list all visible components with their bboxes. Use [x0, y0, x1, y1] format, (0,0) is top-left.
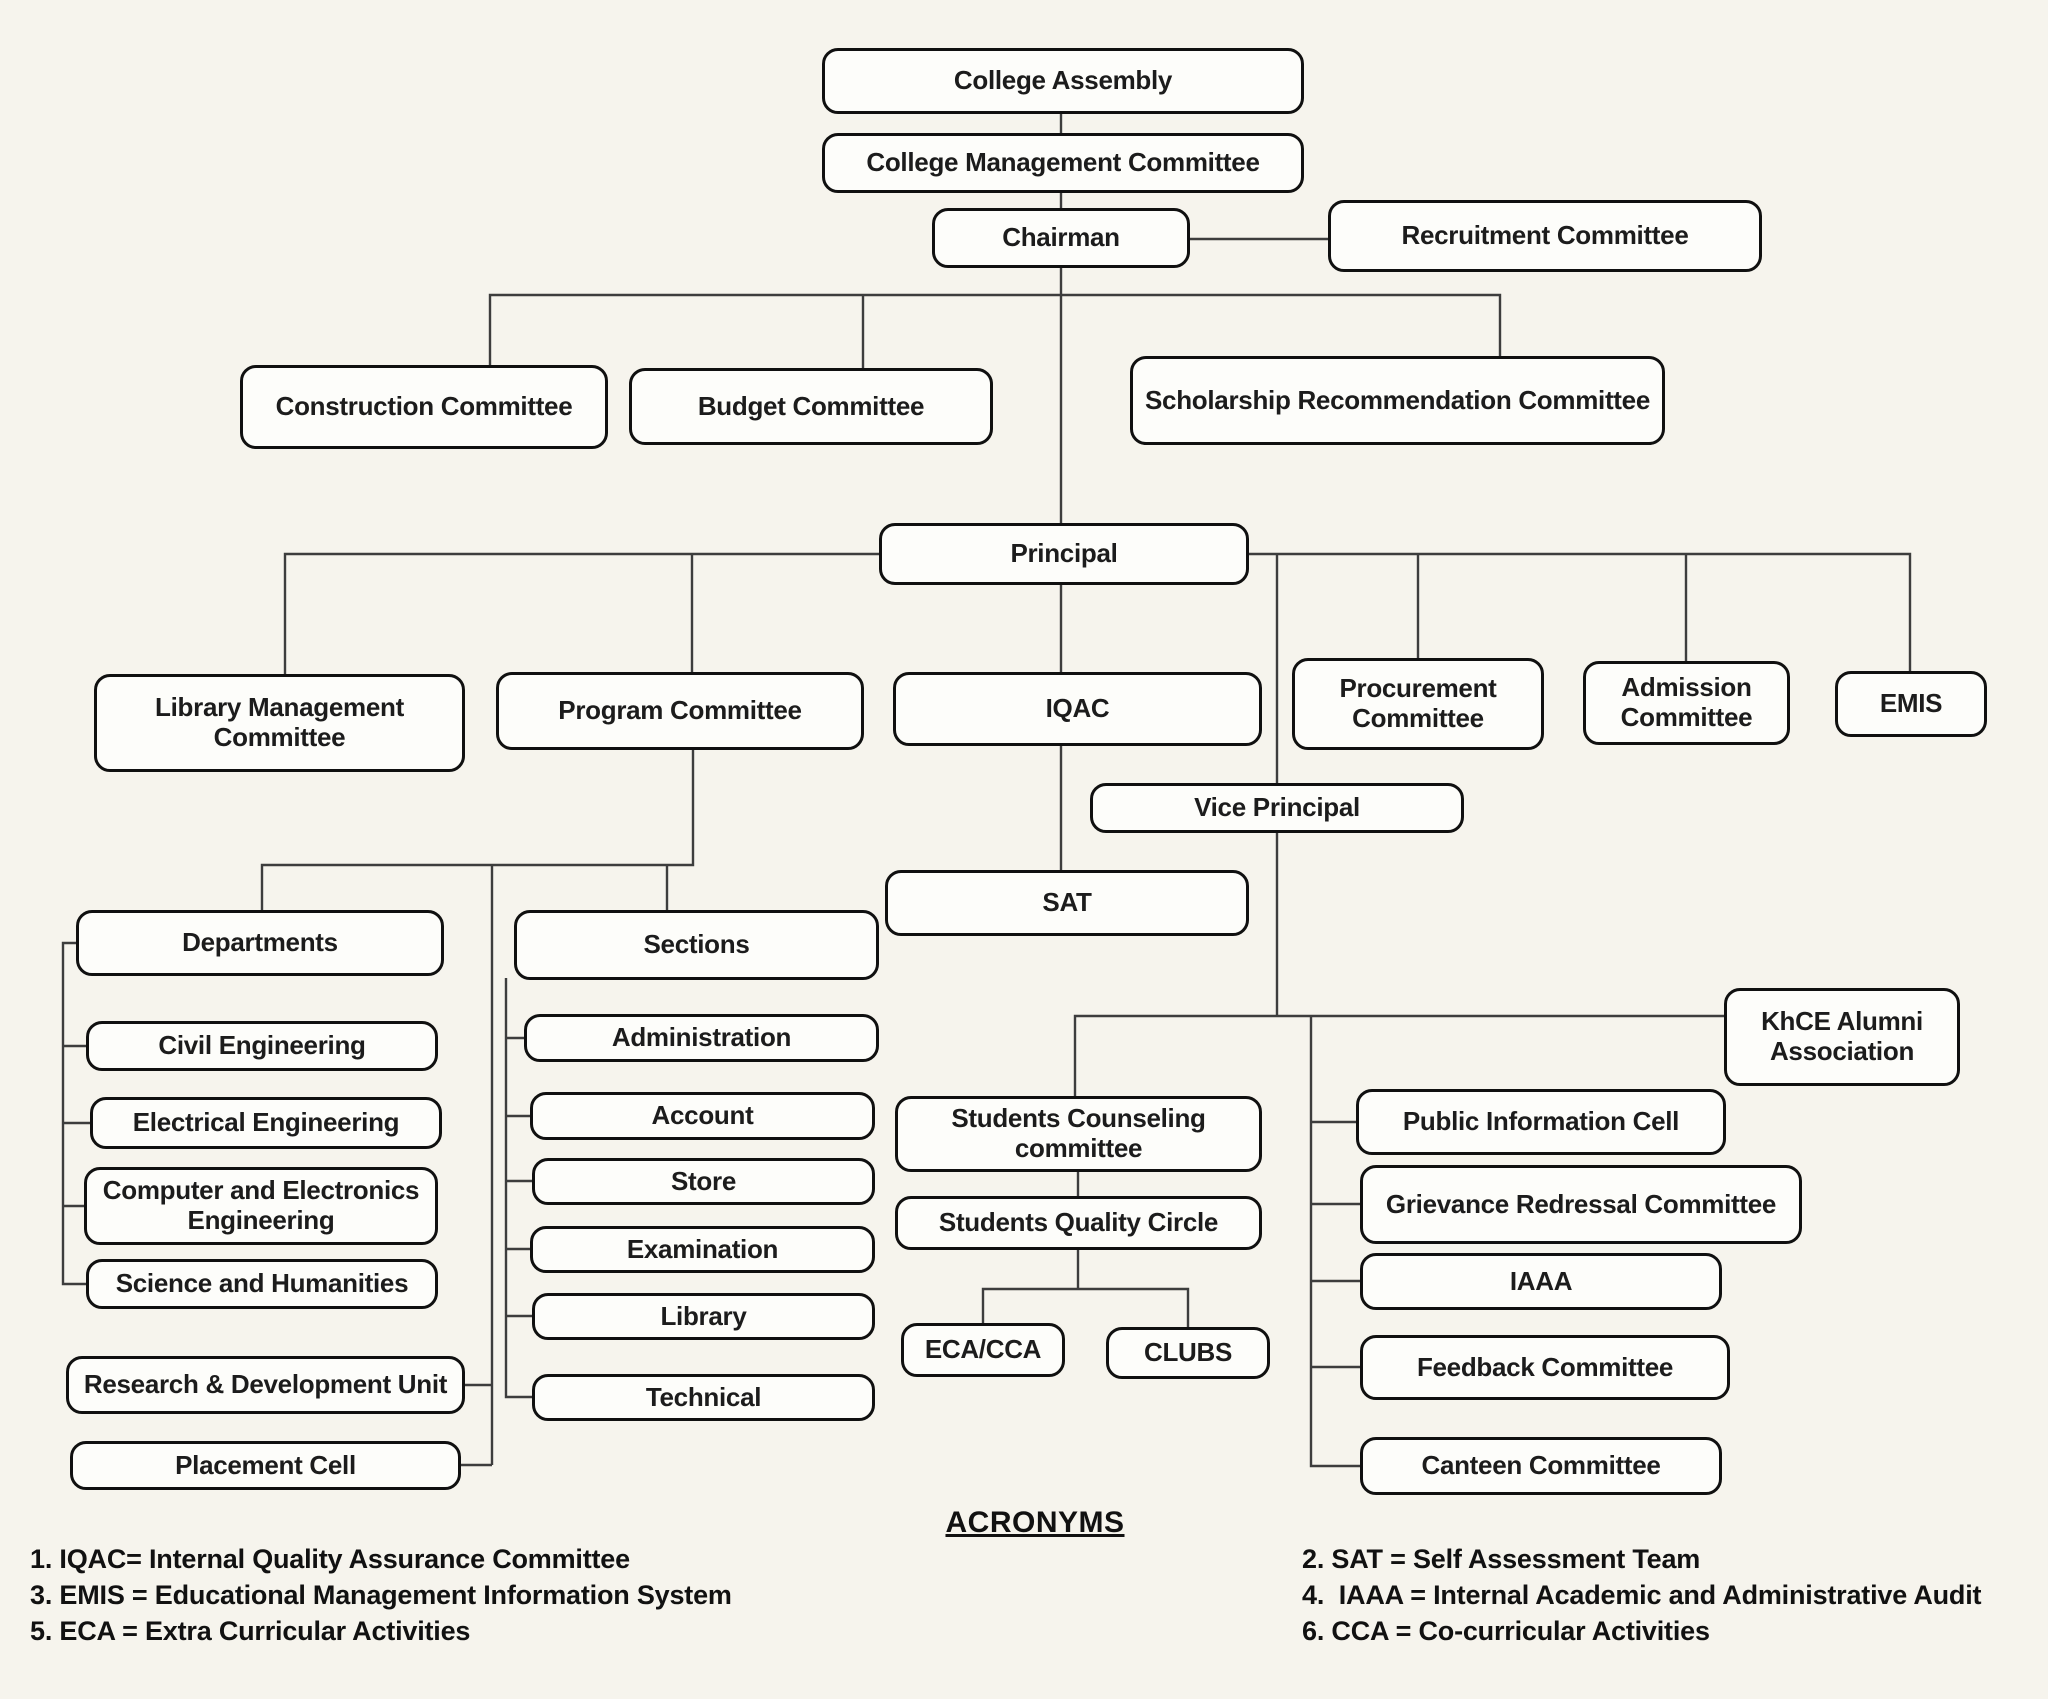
node-eca-cca: ECA/CCA	[901, 1323, 1065, 1377]
acronym-iaaa: 4. IAAA = Internal Academic and Administrative Audit	[1302, 1580, 1982, 1610]
node-students-quality-circle: Students Quality Circle	[895, 1196, 1262, 1250]
node-vice-principal: Vice Principal	[1090, 783, 1464, 833]
node-students-counseling-committee: Students Counseling committee	[895, 1096, 1262, 1172]
node-store: Store	[532, 1158, 875, 1205]
node-procurement-committee: Procurement Committee	[1292, 658, 1544, 750]
node-chairman: Chairman	[932, 208, 1190, 268]
node-recruitment-committee: Recruitment Committee	[1328, 200, 1762, 272]
node-college-assembly: College Assembly	[822, 48, 1304, 114]
node-sat: SAT	[885, 870, 1249, 936]
node-construction-committee: Construction Committee	[240, 365, 608, 449]
node-canteen-committee: Canteen Committee	[1360, 1437, 1722, 1495]
acronym-emis: 3. EMIS = Educational Management Information System	[30, 1580, 732, 1610]
node-technical: Technical	[532, 1374, 875, 1421]
node-placement-cell: Placement Cell	[70, 1441, 461, 1490]
node-grievance-redressal-committee: Grievance Redressal Committee	[1360, 1165, 1802, 1244]
node-science-humanities: Science and Humanities	[86, 1259, 438, 1309]
node-admission-committee: Admission Committee	[1583, 661, 1790, 745]
node-iaaa: IAAA	[1360, 1253, 1722, 1310]
node-program-committee: Program Committee	[496, 672, 864, 750]
node-electrical-engineering: Electrical Engineering	[90, 1097, 442, 1149]
node-computer-electronics-engineering: Computer and Electronics Engineering	[84, 1167, 438, 1245]
acronym-eca: 5. ECA = Extra Curricular Activities	[30, 1616, 471, 1646]
node-account: Account	[530, 1092, 875, 1140]
node-library: Library	[532, 1293, 875, 1340]
node-principal: Principal	[879, 523, 1249, 585]
node-feedback-committee: Feedback Committee	[1360, 1335, 1730, 1400]
node-public-information-cell: Public Information Cell	[1356, 1089, 1726, 1155]
node-examination: Examination	[530, 1226, 875, 1273]
acronym-cca: 6. CCA = Co-curricular Activities	[1302, 1616, 1710, 1646]
node-khce-alumni-association: KhCE Alumni Association	[1724, 988, 1960, 1086]
node-sections: Sections	[514, 910, 879, 980]
node-iqac: IQAC	[893, 672, 1262, 746]
acronym-iqac: 1. IQAC= Internal Quality Assurance Committee	[30, 1544, 630, 1574]
node-emis: EMIS	[1835, 671, 1987, 737]
node-clubs: CLUBS	[1106, 1327, 1270, 1379]
node-library-management-committee: Library Management Committee	[94, 674, 465, 772]
node-civil-engineering: Civil Engineering	[86, 1021, 438, 1071]
node-research-development-unit: Research & Development Unit	[66, 1356, 465, 1414]
node-administration: Administration	[524, 1014, 879, 1062]
acronym-sat: 2. SAT = Self Assessment Team	[1302, 1544, 1701, 1574]
node-college-management-committee: College Management Committee	[822, 133, 1304, 193]
node-departments: Departments	[76, 910, 444, 976]
acronyms-title: ACRONYMS	[945, 1506, 1125, 1539]
node-budget-committee: Budget Committee	[629, 368, 993, 445]
node-scholarship-recommendation-committee: Scholarship Recommendation Committee	[1130, 356, 1665, 445]
